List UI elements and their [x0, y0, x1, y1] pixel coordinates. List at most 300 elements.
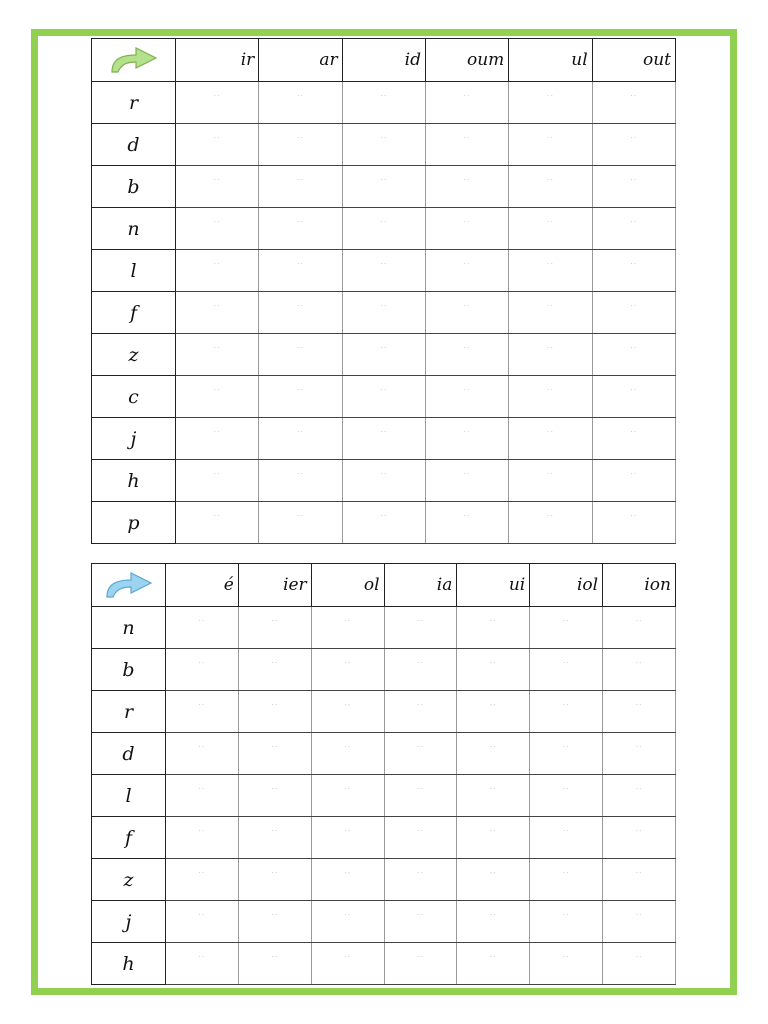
cell-mark: ..: [562, 866, 570, 875]
answer-cell[interactable]: [457, 943, 530, 985]
cell-mark: ..: [546, 341, 555, 350]
syllable-table-2: [91, 563, 676, 985]
answer-cell[interactable]: [166, 775, 239, 817]
cell-mark: ..: [344, 698, 352, 707]
row-header: z: [92, 859, 166, 901]
answer-cell[interactable]: [425, 376, 508, 418]
cell-mark: ..: [380, 467, 388, 476]
row-header: f: [92, 817, 166, 859]
cell-mark: ..: [463, 425, 471, 434]
answer-cell[interactable]: [509, 82, 592, 124]
answer-cell[interactable]: [509, 502, 592, 544]
answer-cell[interactable]: [311, 691, 384, 733]
row-header: b: [92, 166, 176, 208]
cell-mark: ..: [296, 257, 305, 266]
syllable-table-1: [91, 38, 676, 544]
row-header: r: [92, 691, 166, 733]
answer-cell[interactable]: [238, 775, 311, 817]
cell-mark: ..: [463, 257, 471, 266]
answer-cell[interactable]: [603, 607, 676, 649]
cell-mark: ..: [344, 656, 352, 665]
cell-mark: ..: [380, 89, 388, 98]
answer-cell[interactable]: [238, 733, 311, 775]
cell-mark: ..: [213, 425, 221, 434]
answer-cell[interactable]: [384, 733, 457, 775]
answer-cell[interactable]: [342, 124, 425, 166]
cell-mark: ..: [344, 908, 352, 917]
answer-cell[interactable]: [592, 460, 675, 502]
answer-cell[interactable]: [311, 859, 384, 901]
cell-mark: ..: [463, 215, 471, 224]
answer-cell[interactable]: [311, 901, 384, 943]
answer-cell[interactable]: [603, 901, 676, 943]
answer-cell[interactable]: [311, 817, 384, 859]
cell-mark: ..: [213, 215, 221, 224]
answer-cell[interactable]: [342, 460, 425, 502]
answer-cell[interactable]: [342, 334, 425, 376]
answer-cell[interactable]: [425, 334, 508, 376]
cell-mark: ..: [198, 614, 206, 623]
answer-cell[interactable]: [176, 292, 259, 334]
answer-cell[interactable]: [259, 292, 342, 334]
cell-mark: ..: [271, 950, 279, 959]
table-row: [92, 733, 676, 775]
cell-mark: ..: [296, 509, 305, 518]
answer-cell[interactable]: [238, 691, 311, 733]
answer-cell[interactable]: [603, 649, 676, 691]
cell-mark: ..: [489, 908, 497, 917]
answer-cell[interactable]: [166, 817, 239, 859]
answer-cell[interactable]: [342, 82, 425, 124]
row-header: p: [92, 502, 176, 544]
answer-cell[interactable]: [603, 691, 676, 733]
cell-mark: ..: [463, 509, 471, 518]
cell-mark: ..: [213, 131, 221, 140]
answer-cell[interactable]: [176, 502, 259, 544]
table-row: [92, 208, 676, 250]
cell-mark: ..: [630, 131, 638, 140]
cell-mark: ..: [213, 299, 221, 308]
answer-cell[interactable]: [509, 292, 592, 334]
answer-cell[interactable]: [166, 649, 239, 691]
table-row: [92, 334, 676, 376]
answer-cell[interactable]: [457, 733, 530, 775]
cell-mark: ..: [546, 383, 555, 392]
cell-mark: ..: [296, 173, 305, 182]
answer-cell[interactable]: [425, 502, 508, 544]
answer-cell[interactable]: [384, 817, 457, 859]
answer-cell[interactable]: [509, 418, 592, 460]
answer-cell[interactable]: [384, 901, 457, 943]
header-row: [92, 39, 676, 82]
answer-cell[interactable]: [238, 859, 311, 901]
cell-mark: ..: [546, 173, 555, 182]
cell-mark: ..: [463, 131, 471, 140]
table-row: [92, 82, 676, 124]
answer-cell[interactable]: [509, 166, 592, 208]
cell-mark: ..: [562, 824, 570, 833]
row-header: j: [92, 418, 176, 460]
row-header: n: [92, 607, 166, 649]
cell-mark: ..: [630, 383, 638, 392]
cell-mark: ..: [380, 509, 388, 518]
row-header: l: [92, 250, 176, 292]
answer-cell[interactable]: [603, 943, 676, 985]
header-row: [92, 564, 676, 607]
cell-mark: ..: [416, 614, 424, 623]
answer-cell[interactable]: [592, 502, 675, 544]
cell-mark: ..: [344, 950, 352, 959]
cell-mark: ..: [380, 131, 388, 140]
cell-mark: ..: [546, 257, 555, 266]
curved-arrow-right-icon: [106, 45, 162, 75]
answer-cell[interactable]: [176, 250, 259, 292]
cell-mark: ..: [296, 425, 305, 434]
cell-mark: ..: [630, 173, 638, 182]
cell-mark: ..: [489, 866, 497, 875]
answer-cell[interactable]: [311, 775, 384, 817]
table-row: [92, 166, 676, 208]
cell-mark: ..: [463, 467, 471, 476]
row-header: c: [92, 376, 176, 418]
answer-cell[interactable]: [592, 334, 675, 376]
column-header: ol: [311, 564, 384, 607]
answer-cell[interactable]: [166, 901, 239, 943]
answer-cell[interactable]: [384, 775, 457, 817]
cell-mark: ..: [198, 950, 206, 959]
answer-cell[interactable]: [311, 733, 384, 775]
cell-mark: ..: [546, 299, 555, 308]
cell-mark: ..: [213, 173, 221, 182]
table-row: [92, 901, 676, 943]
answer-cell[interactable]: [530, 775, 603, 817]
cell-mark: ..: [380, 215, 388, 224]
answer-cell[interactable]: [603, 733, 676, 775]
answer-cell[interactable]: [425, 124, 508, 166]
cell-mark: ..: [630, 215, 638, 224]
answer-cell[interactable]: [457, 901, 530, 943]
cell-mark: ..: [630, 299, 638, 308]
cell-mark: ..: [562, 950, 570, 959]
answer-cell[interactable]: [259, 124, 342, 166]
answer-cell[interactable]: [425, 166, 508, 208]
cell-mark: ..: [489, 698, 497, 707]
answer-cell[interactable]: [259, 82, 342, 124]
cell-mark: ..: [546, 425, 555, 434]
answer-cell[interactable]: [166, 859, 239, 901]
table-row: [92, 649, 676, 691]
cell-mark: ..: [635, 866, 643, 875]
column-header: ion: [603, 564, 676, 607]
cell-mark: ..: [416, 698, 424, 707]
cell-mark: ..: [380, 257, 388, 266]
answer-cell[interactable]: [509, 376, 592, 418]
row-header: z: [92, 334, 176, 376]
answer-cell[interactable]: [530, 607, 603, 649]
answer-cell[interactable]: [342, 208, 425, 250]
answer-cell[interactable]: [592, 124, 675, 166]
cell-mark: ..: [198, 740, 206, 749]
cell-mark: ..: [296, 467, 305, 476]
answer-cell[interactable]: [384, 649, 457, 691]
cell-mark: ..: [344, 782, 352, 791]
row-header: j: [92, 901, 166, 943]
row-header: d: [92, 124, 176, 166]
answer-cell[interactable]: [457, 859, 530, 901]
table-row: [92, 418, 676, 460]
column-header: é: [166, 564, 239, 607]
cell-mark: ..: [296, 299, 305, 308]
answer-cell[interactable]: [166, 943, 239, 985]
answer-cell[interactable]: [509, 124, 592, 166]
column-header: ir: [176, 39, 259, 82]
answer-cell[interactable]: [176, 82, 259, 124]
answer-cell[interactable]: [176, 166, 259, 208]
answer-cell[interactable]: [384, 943, 457, 985]
answer-cell[interactable]: [238, 607, 311, 649]
cell-mark: ..: [213, 341, 221, 350]
answer-cell[interactable]: [238, 817, 311, 859]
table-row: [92, 775, 676, 817]
curved-arrow-right-icon: [101, 570, 157, 600]
cell-mark: ..: [463, 173, 471, 182]
answer-cell[interactable]: [603, 817, 676, 859]
answer-cell[interactable]: [259, 208, 342, 250]
cell-mark: ..: [630, 425, 638, 434]
answer-cell[interactable]: [592, 376, 675, 418]
row-header: n: [92, 208, 176, 250]
answer-cell[interactable]: [425, 208, 508, 250]
cell-mark: ..: [198, 656, 206, 665]
answer-cell[interactable]: [259, 418, 342, 460]
cell-mark: ..: [562, 698, 570, 707]
answer-cell[interactable]: [311, 943, 384, 985]
answer-cell[interactable]: [425, 82, 508, 124]
answer-cell[interactable]: [530, 817, 603, 859]
answer-cell[interactable]: [238, 649, 311, 691]
answer-cell[interactable]: [425, 418, 508, 460]
row-header: f: [92, 292, 176, 334]
cell-mark: ..: [380, 173, 388, 182]
table-row: [92, 292, 676, 334]
table-row: [92, 376, 676, 418]
column-header: ier: [238, 564, 311, 607]
answer-cell[interactable]: [259, 250, 342, 292]
answer-cell[interactable]: [509, 250, 592, 292]
cell-mark: ..: [562, 740, 570, 749]
answer-cell[interactable]: [311, 607, 384, 649]
table-row: [92, 943, 676, 985]
answer-cell[interactable]: [259, 376, 342, 418]
row-header: b: [92, 649, 166, 691]
answer-cell[interactable]: [259, 334, 342, 376]
cell-mark: ..: [380, 341, 388, 350]
table-corner: [92, 39, 176, 82]
answer-cell[interactable]: [342, 502, 425, 544]
cell-mark: ..: [546, 131, 555, 140]
cell-mark: ..: [213, 257, 221, 266]
answer-cell[interactable]: [176, 208, 259, 250]
answer-cell[interactable]: [176, 334, 259, 376]
cell-mark: ..: [380, 383, 388, 392]
cell-mark: ..: [546, 467, 555, 476]
cell-mark: ..: [635, 824, 643, 833]
answer-cell[interactable]: [509, 208, 592, 250]
answer-cell[interactable]: [603, 775, 676, 817]
answer-cell[interactable]: [342, 418, 425, 460]
cell-mark: ..: [489, 824, 497, 833]
cell-mark: ..: [635, 908, 643, 917]
cell-mark: ..: [635, 782, 643, 791]
row-header: h: [92, 943, 166, 985]
column-header: ia: [384, 564, 457, 607]
cell-mark: ..: [463, 341, 471, 350]
cell-mark: ..: [296, 341, 305, 350]
answer-cell[interactable]: [342, 292, 425, 334]
cell-mark: ..: [489, 614, 497, 623]
answer-cell[interactable]: [259, 166, 342, 208]
cell-mark: ..: [213, 467, 221, 476]
cell-mark: ..: [271, 740, 279, 749]
answer-cell[interactable]: [176, 124, 259, 166]
cell-mark: ..: [198, 698, 206, 707]
cell-mark: ..: [416, 908, 424, 917]
cell-mark: ..: [562, 614, 570, 623]
column-header: oum: [425, 39, 508, 82]
answer-cell[interactable]: [530, 943, 603, 985]
cell-mark: ..: [630, 341, 638, 350]
answer-cell[interactable]: [176, 460, 259, 502]
answer-cell[interactable]: [530, 733, 603, 775]
cell-mark: ..: [630, 257, 638, 266]
cell-mark: ..: [344, 866, 352, 875]
answer-cell[interactable]: [592, 250, 675, 292]
answer-cell[interactable]: [425, 250, 508, 292]
answer-cell[interactable]: [238, 901, 311, 943]
answer-cell[interactable]: [176, 376, 259, 418]
table-row: [92, 460, 676, 502]
column-header: ul: [509, 39, 592, 82]
cell-mark: ..: [489, 950, 497, 959]
answer-cell[interactable]: [425, 292, 508, 334]
answer-cell[interactable]: [166, 607, 239, 649]
cell-mark: ..: [271, 782, 279, 791]
answer-cell[interactable]: [384, 607, 457, 649]
cell-mark: ..: [198, 866, 206, 875]
table-row: [92, 124, 676, 166]
answer-cell[interactable]: [530, 649, 603, 691]
answer-cell[interactable]: [176, 418, 259, 460]
answer-cell[interactable]: [592, 82, 675, 124]
cell-mark: ..: [416, 782, 424, 791]
cell-mark: ..: [635, 614, 643, 623]
cell-mark: ..: [562, 908, 570, 917]
cell-mark: ..: [271, 698, 279, 707]
answer-cell[interactable]: [592, 292, 675, 334]
cell-mark: ..: [213, 509, 221, 518]
cell-mark: ..: [546, 89, 555, 98]
cell-mark: ..: [198, 782, 206, 791]
answer-cell[interactable]: [425, 460, 508, 502]
cell-mark: ..: [562, 782, 570, 791]
answer-cell[interactable]: [457, 817, 530, 859]
column-header: ar: [259, 39, 342, 82]
answer-cell[interactable]: [384, 691, 457, 733]
cell-mark: ..: [635, 698, 643, 707]
answer-cell[interactable]: [592, 208, 675, 250]
answer-cell[interactable]: [238, 943, 311, 985]
cell-mark: ..: [635, 950, 643, 959]
cell-mark: ..: [198, 908, 206, 917]
table-row: [92, 607, 676, 649]
answer-cell[interactable]: [530, 691, 603, 733]
cell-mark: ..: [271, 824, 279, 833]
answer-cell[interactable]: [259, 460, 342, 502]
answer-cell[interactable]: [259, 502, 342, 544]
cell-mark: ..: [296, 131, 305, 140]
cell-mark: ..: [546, 215, 555, 224]
answer-cell[interactable]: [166, 733, 239, 775]
column-header: id: [342, 39, 425, 82]
answer-cell[interactable]: [384, 859, 457, 901]
answer-cell[interactable]: [311, 649, 384, 691]
answer-cell[interactable]: [509, 460, 592, 502]
cell-mark: ..: [630, 89, 638, 98]
cell-mark: ..: [271, 656, 279, 665]
cell-mark: ..: [635, 740, 643, 749]
answer-cell[interactable]: [342, 376, 425, 418]
cell-mark: ..: [562, 656, 570, 665]
cell-mark: ..: [546, 509, 555, 518]
cell-mark: ..: [296, 215, 305, 224]
answer-cell[interactable]: [530, 901, 603, 943]
answer-cell[interactable]: [603, 859, 676, 901]
answer-cell[interactable]: [530, 859, 603, 901]
cell-mark: ..: [463, 383, 471, 392]
answer-cell[interactable]: [457, 775, 530, 817]
cell-mark: ..: [344, 824, 352, 833]
cell-mark: ..: [380, 425, 388, 434]
cell-mark: ..: [271, 614, 279, 623]
answer-cell[interactable]: [509, 334, 592, 376]
cell-mark: ..: [416, 656, 424, 665]
cell-mark: ..: [630, 509, 638, 518]
answer-cell[interactable]: [592, 166, 675, 208]
cell-mark: ..: [416, 740, 424, 749]
column-header: iol: [530, 564, 603, 607]
cell-mark: ..: [271, 866, 279, 875]
answer-cell[interactable]: [342, 250, 425, 292]
row-header: h: [92, 460, 176, 502]
cell-mark: ..: [296, 89, 305, 98]
table-corner: [92, 564, 166, 607]
answer-cell[interactable]: [342, 166, 425, 208]
cell-mark: ..: [198, 824, 206, 833]
table-row: [92, 250, 676, 292]
cell-mark: ..: [463, 89, 471, 98]
answer-cell[interactable]: [457, 607, 530, 649]
row-header: r: [92, 82, 176, 124]
column-header: out: [592, 39, 675, 82]
answer-cell[interactable]: [457, 649, 530, 691]
cell-mark: ..: [489, 782, 497, 791]
cell-mark: ..: [344, 614, 352, 623]
answer-cell[interactable]: [592, 418, 675, 460]
answer-cell[interactable]: [457, 691, 530, 733]
row-header: l: [92, 775, 166, 817]
answer-cell[interactable]: [166, 691, 239, 733]
cell-mark: ..: [380, 299, 388, 308]
